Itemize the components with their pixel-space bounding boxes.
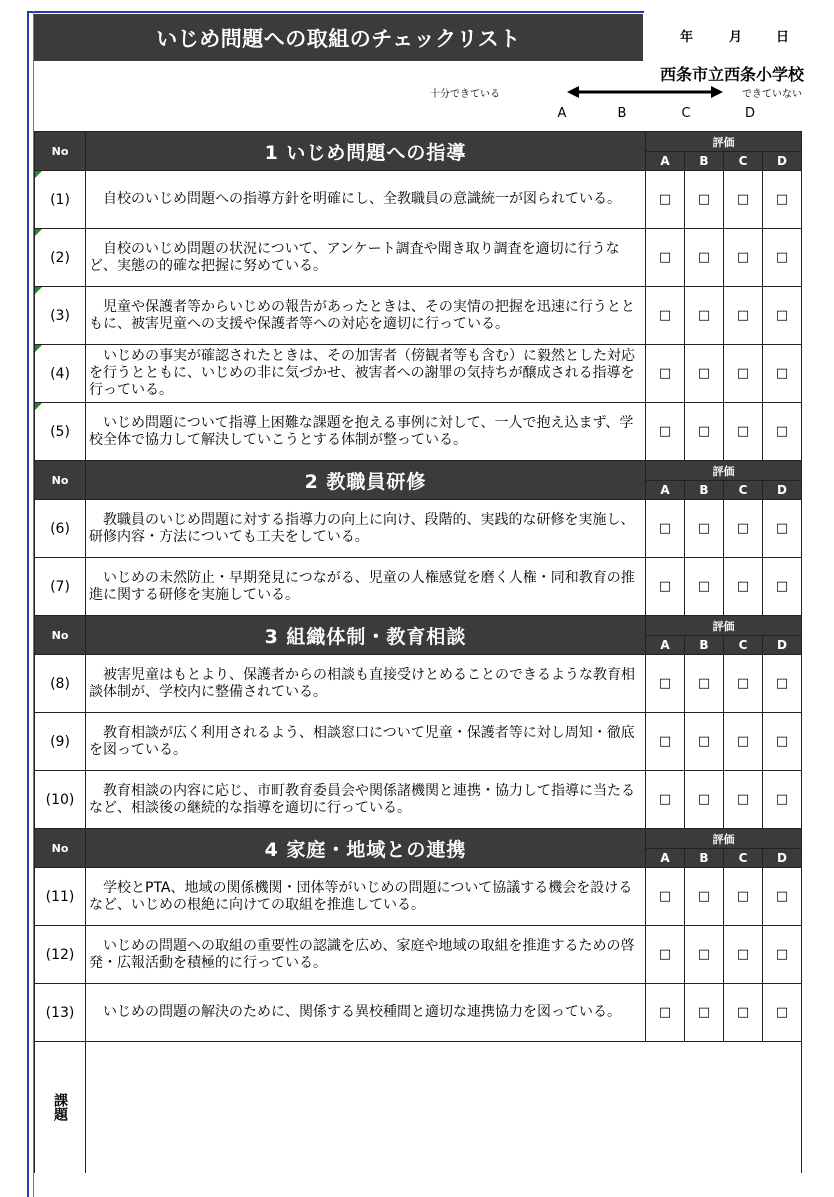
item-number-label: (7) bbox=[50, 578, 70, 595]
evaluation-column-c: C bbox=[724, 849, 763, 868]
checkbox-b[interactable]: □ bbox=[685, 403, 724, 461]
item-number-label: (13) bbox=[45, 1004, 75, 1021]
evaluation-header: 評価 bbox=[646, 132, 802, 152]
issues-label: 課題 bbox=[35, 1042, 86, 1173]
section-title: 1 いじめ問題への指導 bbox=[86, 132, 646, 171]
checklist-sheet bbox=[34, 131, 802, 1173]
checkbox-d[interactable]: □ bbox=[763, 229, 802, 287]
evaluation-column-d: D bbox=[763, 152, 802, 171]
section-header-row bbox=[35, 461, 802, 481]
evaluation-column-d: D bbox=[763, 481, 802, 500]
item-number-label: (10) bbox=[45, 791, 75, 808]
item-number-label: (6) bbox=[50, 520, 70, 537]
scale-letter-b: B bbox=[617, 106, 627, 121]
item-text: いじめの事実が確認されたときは、その加害者（傍観者等も含む）に毅然とした対応を行うとともに、いじめの非に気づかせ、被害者への謝罪の気持ちが醸成される指導を行っている。 bbox=[86, 345, 646, 403]
year-label: 年 bbox=[680, 30, 694, 45]
checkbox-c[interactable]: □ bbox=[724, 287, 763, 345]
evaluation-column-a: A bbox=[646, 152, 685, 171]
checkbox-a[interactable]: □ bbox=[646, 171, 685, 229]
item-text: 自校のいじめ問題の状況について、アンケート調査や聞き取り調査を適切に行うなど、実態の的確な把握に努めている。 bbox=[86, 229, 646, 287]
item-number bbox=[35, 771, 86, 829]
section-header-row bbox=[35, 829, 802, 849]
checkbox-c[interactable]: □ bbox=[724, 655, 763, 713]
scale-letter-c: C bbox=[681, 106, 691, 121]
item-number-label: (1) bbox=[50, 191, 70, 208]
checkbox-c[interactable]: □ bbox=[724, 171, 763, 229]
checkbox-c[interactable]: □ bbox=[724, 403, 763, 461]
checkbox-c[interactable]: □ bbox=[724, 229, 763, 287]
checkbox-d[interactable]: □ bbox=[763, 500, 802, 558]
comment-indicator-icon bbox=[35, 171, 42, 178]
item-number bbox=[35, 868, 86, 926]
item-number-label: (12) bbox=[45, 946, 75, 963]
checkbox-b[interactable]: □ bbox=[685, 500, 724, 558]
no-column-header: No bbox=[35, 616, 86, 655]
checklist-item-row bbox=[35, 403, 802, 461]
item-number bbox=[35, 229, 86, 287]
evaluation-column-c: C bbox=[724, 636, 763, 655]
checkbox-d[interactable]: □ bbox=[763, 984, 802, 1042]
checklist-item-row bbox=[35, 171, 802, 229]
item-text: 学校とPTA、地域の関係機関・団体等がいじめの問題について協議する機会を設けるなど、いじめの根絶に向けての取組を推進している。 bbox=[86, 868, 646, 926]
comment-indicator-icon bbox=[35, 229, 42, 236]
checkbox-d[interactable]: □ bbox=[763, 713, 802, 771]
scale-bad-label: できていない bbox=[742, 89, 802, 100]
item-number bbox=[35, 345, 86, 403]
checkbox-a[interactable]: □ bbox=[646, 287, 685, 345]
checkbox-d[interactable]: □ bbox=[763, 655, 802, 713]
checkbox-b[interactable]: □ bbox=[685, 345, 724, 403]
checkbox-c[interactable]: □ bbox=[724, 500, 763, 558]
item-number-label: (5) bbox=[50, 423, 70, 440]
checkbox-b[interactable]: □ bbox=[685, 229, 724, 287]
checkbox-d[interactable]: □ bbox=[763, 403, 802, 461]
checkbox-d[interactable]: □ bbox=[763, 868, 802, 926]
checkbox-a[interactable]: □ bbox=[646, 868, 685, 926]
checkbox-c[interactable]: □ bbox=[724, 771, 763, 829]
comment-indicator-icon bbox=[35, 345, 42, 352]
item-text: 被害児童はもとより、保護者からの相談も直接受けとめることのできるような教育相談体制が、学校内に整備されている。 bbox=[86, 655, 646, 713]
checklist-item-row bbox=[35, 868, 802, 926]
checkbox-b[interactable]: □ bbox=[685, 171, 724, 229]
checklist-item-row bbox=[35, 345, 802, 403]
double-arrow-icon bbox=[567, 86, 723, 98]
item-number bbox=[35, 713, 86, 771]
checkbox-d[interactable]: □ bbox=[763, 926, 802, 984]
comment-indicator-icon bbox=[35, 403, 42, 410]
item-number bbox=[35, 403, 86, 461]
checkbox-c[interactable]: □ bbox=[724, 926, 763, 984]
evaluation-column-d: D bbox=[763, 636, 802, 655]
checkbox-c[interactable]: □ bbox=[724, 345, 763, 403]
issues-row bbox=[35, 1042, 802, 1173]
no-column-header: No bbox=[35, 461, 86, 500]
item-number-label: (8) bbox=[50, 675, 70, 692]
evaluation-header: 評価 bbox=[646, 616, 802, 636]
checkbox-a[interactable]: □ bbox=[646, 713, 685, 771]
evaluation-column-b: B bbox=[685, 636, 724, 655]
no-column-header: No bbox=[35, 829, 86, 868]
item-number-label: (4) bbox=[50, 365, 70, 382]
section-header-row bbox=[35, 132, 802, 152]
checkbox-a[interactable]: □ bbox=[646, 229, 685, 287]
checkbox-b[interactable]: □ bbox=[685, 655, 724, 713]
checklist-item-row bbox=[35, 287, 802, 345]
checklist-item-row bbox=[35, 229, 802, 287]
document-title: いじめ問題への取組のチェックリスト bbox=[34, 14, 643, 61]
checkbox-b[interactable]: □ bbox=[685, 868, 724, 926]
evaluation-header: 評価 bbox=[646, 829, 802, 849]
left-border-line bbox=[27, 11, 29, 1197]
checkbox-a[interactable]: □ bbox=[646, 655, 685, 713]
checkbox-d[interactable]: □ bbox=[763, 287, 802, 345]
item-text: 教職員のいじめ問題に対する指導力の向上に向け、段階的、実践的な研修を実施し、研修内容・方法についても工夫をしている。 bbox=[86, 500, 646, 558]
checklist-item-row bbox=[35, 655, 802, 713]
item-number-label: (9) bbox=[50, 733, 70, 750]
checkbox-d[interactable]: □ bbox=[763, 345, 802, 403]
checkbox-d[interactable]: □ bbox=[763, 558, 802, 616]
evaluation-column-c: C bbox=[724, 152, 763, 171]
evaluation-column-b: B bbox=[685, 849, 724, 868]
school-name: 西条市立西条小学校 bbox=[659, 65, 804, 84]
item-text: いじめの未然防止・早期発見につながる、児童の人権感覚を磨く人権・同和教育の推進に関する研修を実施している。 bbox=[86, 558, 646, 616]
item-text: 教育相談の内容に応じ、市町教育委員会や関係諸機関と連携・協力して指導に当たるなど、相談後の継続的な指導を適切に行っている。 bbox=[86, 771, 646, 829]
item-number bbox=[35, 171, 86, 229]
evaluation-column-a: A bbox=[646, 636, 685, 655]
checklist-item-row bbox=[35, 500, 802, 558]
checkbox-c[interactable]: □ bbox=[724, 558, 763, 616]
evaluation-header: 評価 bbox=[646, 461, 802, 481]
checkbox-a[interactable]: □ bbox=[646, 345, 685, 403]
checklist-item-row bbox=[35, 713, 802, 771]
item-number bbox=[35, 287, 86, 345]
evaluation-column-d: D bbox=[763, 849, 802, 868]
section-title: 4 家庭・地域との連携 bbox=[86, 829, 646, 868]
checkbox-b[interactable]: □ bbox=[685, 558, 724, 616]
section-title: 2 教職員研修 bbox=[86, 461, 646, 500]
item-text: いじめの問題への取組の重要性の認識を広め、家庭や地域の取組を推進するための啓発・広報活動を積極的に行っている。 bbox=[86, 926, 646, 984]
item-number bbox=[35, 984, 86, 1042]
item-text: いじめ問題について指導上困難な課題を抱える事例に対して、一人で抱え込まず、学校全体で協力して解決していこうとする体制が整っている。 bbox=[86, 403, 646, 461]
evaluation-column-b: B bbox=[685, 481, 724, 500]
month-label: 月 bbox=[729, 30, 743, 45]
item-number-label: (3) bbox=[50, 307, 70, 324]
checklist-item-row bbox=[35, 558, 802, 616]
evaluation-column-a: A bbox=[646, 849, 685, 868]
item-number bbox=[35, 500, 86, 558]
evaluation-column-c: C bbox=[724, 481, 763, 500]
top-border-line bbox=[28, 11, 644, 13]
checkbox-b[interactable]: □ bbox=[685, 984, 724, 1042]
item-number-label: (2) bbox=[50, 249, 70, 266]
item-text: いじめの問題の解決のために、関係する異校種間と適切な連携協力を図っている。 bbox=[86, 984, 646, 1042]
evaluation-column-b: B bbox=[685, 152, 724, 171]
checkbox-b[interactable]: □ bbox=[685, 287, 724, 345]
section-title: 3 組織体制・教育相談 bbox=[86, 616, 646, 655]
scale-good-label: 十分できている bbox=[430, 89, 500, 100]
item-text: 自校のいじめ問題への指導方針を明確にし、全教職員の意識統一が図られている。 bbox=[86, 171, 646, 229]
checkbox-a[interactable]: □ bbox=[646, 500, 685, 558]
checklist-item-row bbox=[35, 984, 802, 1042]
checklist-table bbox=[34, 131, 802, 1173]
scale-letter-d: D bbox=[744, 106, 755, 121]
checkbox-d[interactable]: □ bbox=[763, 771, 802, 829]
item-number bbox=[35, 558, 86, 616]
checkbox-b[interactable]: □ bbox=[685, 926, 724, 984]
checkbox-a[interactable]: □ bbox=[646, 403, 685, 461]
comment-indicator-icon bbox=[35, 287, 42, 294]
checkbox-c[interactable]: □ bbox=[724, 984, 763, 1042]
item-number-label: (11) bbox=[45, 888, 75, 905]
item-text: 児童や保護者等からいじめの報告があったときは、その実情の把握を迅速に行うとともに、被害児童への支援や保護者等への対応を適切に行っている。 bbox=[86, 287, 646, 345]
checklist-item-row bbox=[35, 771, 802, 829]
checklist-item-row bbox=[35, 926, 802, 984]
checkbox-a[interactable]: □ bbox=[646, 926, 685, 984]
issues-notes-area[interactable] bbox=[86, 1042, 802, 1173]
checkbox-a[interactable]: □ bbox=[646, 984, 685, 1042]
scale-letter-a: A bbox=[557, 106, 567, 121]
checkbox-c[interactable]: □ bbox=[724, 713, 763, 771]
day-label: 日 bbox=[776, 30, 790, 45]
no-column-header: No bbox=[35, 132, 86, 171]
checkbox-d[interactable]: □ bbox=[763, 171, 802, 229]
checkbox-a[interactable]: □ bbox=[646, 558, 685, 616]
item-text: 教育相談が広く利用されるよう、相談窓口について児童・保護者等に対し周知・徹底を図っている。 bbox=[86, 713, 646, 771]
evaluation-column-a: A bbox=[646, 481, 685, 500]
checkbox-c[interactable]: □ bbox=[724, 868, 763, 926]
checkbox-a[interactable]: □ bbox=[646, 771, 685, 829]
item-number bbox=[35, 655, 86, 713]
checkbox-b[interactable]: □ bbox=[685, 771, 724, 829]
section-header-row bbox=[35, 616, 802, 636]
item-number bbox=[35, 926, 86, 984]
checkbox-b[interactable]: □ bbox=[685, 713, 724, 771]
